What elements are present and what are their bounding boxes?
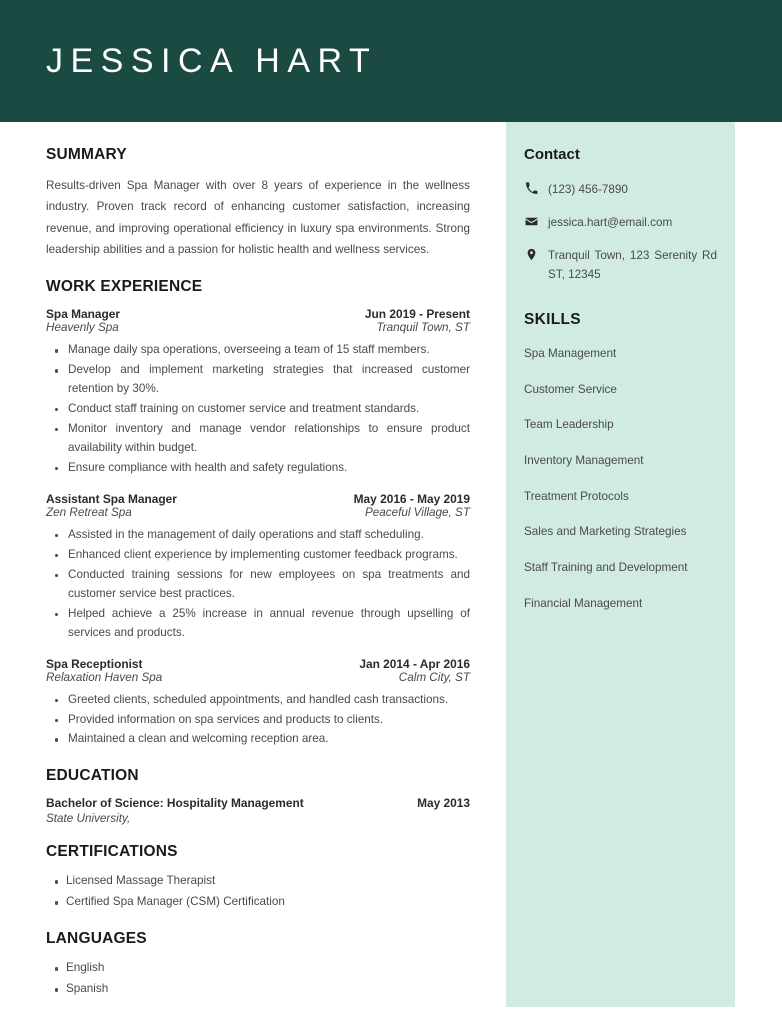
main-column <box>0 122 506 1001</box>
skills-list <box>524 345 717 614</box>
section-languages <box>46 930 470 999</box>
job-title-row <box>46 657 470 671</box>
job-title: Assistant Spa Manager <box>46 491 177 506</box>
job-bullet <box>66 546 470 565</box>
job-location: Tranquil Town, ST <box>376 321 470 335</box>
skill-item: Treatment Protocols <box>524 489 629 503</box>
job-entry <box>46 492 470 643</box>
resume-body <box>0 122 782 1007</box>
job-bullet <box>66 361 470 399</box>
education-degree-row <box>46 796 470 810</box>
education-date: May 2013 <box>417 796 470 811</box>
skill-item: Spa Management <box>524 346 617 360</box>
phone-icon <box>524 181 538 195</box>
skill-item: Staff Training and Development <box>524 561 688 575</box>
job-bullet-text: Greeted clients, scheduled appointments, and handled cash transactions. <box>68 692 449 706</box>
job-entry <box>46 657 470 750</box>
job-bullet-text: Assisted in the management of daily operations and staff scheduling. <box>68 527 424 541</box>
job-bullet <box>66 730 470 749</box>
education-school: State University, <box>46 812 131 826</box>
job-list <box>46 307 470 749</box>
job-dates: May 2016 - May 2019 <box>353 491 470 506</box>
job-bullet-text: Conducted training sessions for new employees on spa treatments and customer service best practices. <box>68 567 470 600</box>
section-certifications <box>46 843 470 912</box>
job-bullet <box>66 420 470 458</box>
job-bullet <box>66 400 470 419</box>
job-bullet-text: Enhanced client experience by implementing customer feedback programs. <box>68 547 458 561</box>
job-title-row <box>46 307 470 321</box>
job-company-row <box>46 321 470 334</box>
job-bullet-list <box>46 691 470 750</box>
job-location: Peaceful Village, ST <box>364 505 470 519</box>
job-bullet-text: Maintained a clean and welcoming reception area. <box>68 732 329 746</box>
job-title: Spa Manager <box>46 307 121 322</box>
job-company: Relaxation Haven Spa <box>46 670 163 684</box>
summary-text: Results-driven Spa Manager with over 8 years of experience in the wellness industry. Proven track record of enhancing customer satisfaction, increasing revenue, and improving operational efficiency in luxury spa environments. Strong leadership abilities and a passion for holistic health and wellness services. <box>46 179 470 256</box>
job-bullet-text: Ensure compliance with health and safety regulations. <box>68 460 348 474</box>
job-bullet <box>66 691 470 710</box>
contact-item[interactable] <box>524 214 717 233</box>
job-company-row <box>46 671 470 684</box>
education-entry <box>46 796 470 825</box>
education-list <box>46 796 470 825</box>
job-bullet-text: Helped achieve a 25% increase in annual revenue through upselling of services and products. <box>68 606 470 639</box>
skills-heading: SKILLS <box>524 310 581 328</box>
job-bullet-list <box>46 526 470 643</box>
skill-item: Sales and Marketing Strategies <box>524 525 687 539</box>
skill-item: Inventory Management <box>524 453 644 467</box>
contact-value: jessica.hart@email.com <box>548 215 673 229</box>
education-heading: EDUCATION <box>46 767 139 785</box>
certifications-heading: CERTIFICATIONS <box>46 843 178 861</box>
certifications-list <box>46 872 470 912</box>
sidebar <box>506 122 735 1007</box>
skill-item: Team Leadership <box>524 418 614 432</box>
job-bullet-text: Develop and implement marketing strategies that increased customer retention by 30%. <box>68 363 470 396</box>
contact-item[interactable] <box>524 181 717 200</box>
summary-heading: SUMMARY <box>46 146 127 163</box>
skill-item: Financial Management <box>524 596 643 610</box>
job-company: Heavenly Spa <box>46 321 119 335</box>
section-summary <box>46 146 470 260</box>
job-dates: Jun 2019 - Present <box>364 307 470 322</box>
job-bullet <box>66 341 470 360</box>
section-education <box>46 767 470 825</box>
job-bullet <box>66 605 470 643</box>
job-dates: Jan 2014 - Apr 2016 <box>359 656 470 671</box>
job-bullet <box>66 459 470 478</box>
job-title-row <box>46 492 470 506</box>
location-pin-icon <box>524 247 538 261</box>
languages-heading: LANGUAGES <box>46 930 147 948</box>
language-item: English <box>66 959 470 978</box>
section-work-experience <box>46 278 470 749</box>
candidate-name: JESSICA HART <box>46 42 378 80</box>
job-bullet-text: Monitor inventory and manage vendor relationships to ensure product availability within budget. <box>68 422 470 454</box>
resume-header-banner <box>0 0 782 122</box>
sidebar-section-skills <box>524 311 717 614</box>
job-bullet <box>66 526 470 545</box>
job-bullet-list <box>46 341 470 478</box>
language-item: Spanish <box>66 980 470 999</box>
certification-item: Licensed Massage Therapist <box>66 872 470 891</box>
job-bullet <box>66 711 470 730</box>
envelope-icon <box>524 214 538 228</box>
certification-item: Certified Spa Manager (CSM) Certification <box>66 893 470 912</box>
skill-item: Customer Service <box>524 382 617 396</box>
job-bullet-text: Conduct staff training on customer service and treatment standards. <box>68 402 420 416</box>
education-degree: Bachelor of Science: Hospitality Management <box>46 796 304 811</box>
contact-list <box>524 181 717 285</box>
job-bullet-text: Provided information on spa services and products to clients. <box>68 712 384 726</box>
job-company: Zen Retreat Spa <box>46 505 132 519</box>
job-bullet <box>66 566 470 604</box>
job-company-row <box>46 506 470 519</box>
sidebar-section-contact <box>524 146 717 285</box>
contact-value: Tranquil Town, 123 Serenity Rd ST, 12345 <box>548 248 717 281</box>
job-bullet-text: Manage daily spa operations, overseeing a team of 15 staff members. <box>68 343 430 357</box>
contact-heading: Contact <box>524 146 580 163</box>
languages-list <box>46 959 470 999</box>
job-entry <box>46 307 470 478</box>
contact-item[interactable] <box>524 247 717 285</box>
job-location: Calm City, ST <box>398 670 470 684</box>
job-title: Spa Receptionist <box>46 656 143 671</box>
work-experience-heading: WORK EXPERIENCE <box>46 278 203 296</box>
contact-value: (123) 456-7890 <box>548 183 628 196</box>
